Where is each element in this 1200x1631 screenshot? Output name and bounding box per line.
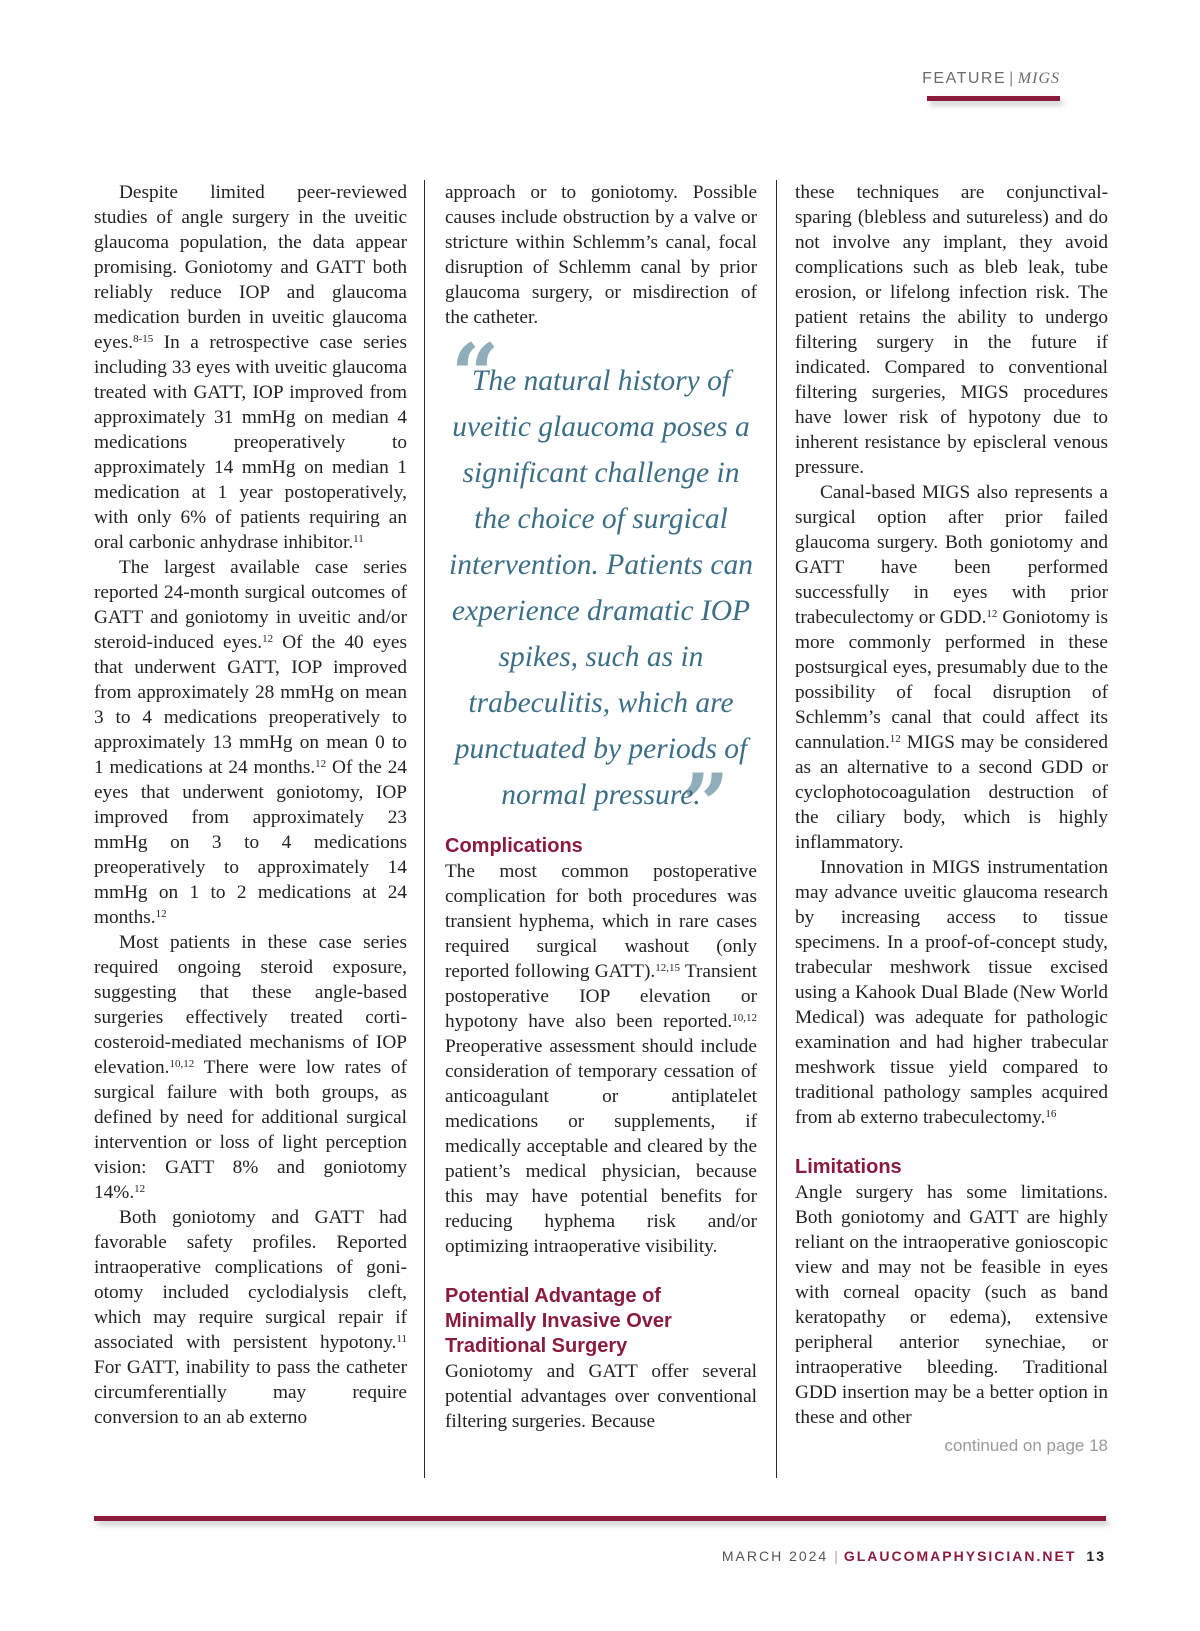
text-run: Preoperative assessment should include consideration of temporary cessation of anticoagulant or antiplatelet medications or supplements, if medically acceptable and cleared by the patient’s medical physician, because this may have potential benefits for reducing hyphema risk and/or optimizing intraoperative visibility. xyxy=(445,1036,757,1257)
citation: 10,12 xyxy=(732,1012,757,1024)
paragraph: Angle surgery has some limitations. Both goniotomy and GATT are highly reliant on the intraoperative gonioscopic view and may not be feasible in eyes with corneal opacity (such as band keratopathy or edema), extensive peripheral anterior synechiae, or intraoperative bleeding. Traditional GDD insertion may be a better option in these and other xyxy=(795,1182,1108,1428)
text-run: Of the 24 eyes that underwent goniotomy, IOP improved from approximately 23 mmHg on 3 to 4 medications preoperatively to approximately 14 mmHg on 1 to 2 medications at 24 months. xyxy=(94,757,407,928)
text-run: For GATT, inability to pass the catheter circumferentially may require conversion to an ab externo xyxy=(94,1357,407,1428)
citation: 12 xyxy=(262,633,274,645)
citation: 12 xyxy=(155,908,167,920)
paragraph xyxy=(445,859,757,1259)
text-run: Transient postoperative IOP elevation or hypotony have also been reported. xyxy=(445,961,757,1032)
text-run: Canal-based MIGS also represents a surgical option after prior failed glaucoma surgery. Both goniotomy and GATT have been performed successfully in eyes with prior trabeculectomy or GDD. xyxy=(795,482,1108,628)
text-run: MIGS may be considered as an alternative to a second GDD or cyclophotocoagulation destruction of the ciliary body, which is highly inflammatory. xyxy=(795,732,1108,853)
paragraph xyxy=(94,555,407,930)
spacer xyxy=(795,1130,1108,1155)
citation: 12 xyxy=(315,758,327,770)
footer-separator: | xyxy=(834,1548,838,1564)
limitations-heading: Limitations xyxy=(795,1156,902,1178)
text-run: The most common postoperative complication for both procedures was transient hyphema, which in rare cases required surgical washout (only reported following GATT). xyxy=(445,861,757,982)
section-tag xyxy=(922,70,1060,88)
text-run: There were low rates of surgical failure with both groups, as defined by need for additional surgical intervention or loss of light perception vision: GATT 8% and goniotomy 14%. xyxy=(94,1057,407,1203)
column-divider-1 xyxy=(424,180,425,1478)
citation: 12 xyxy=(986,608,998,620)
spacer xyxy=(445,1259,757,1284)
text-run: Despite limited peer-reviewed studies of angle surgery in the uveitic glaucoma population, the data appear promising. Goniotomy and GATT both reliably reduce IOP and glaucoma medication burden in uveitic glaucoma eyes. xyxy=(94,182,407,353)
citation: 12,15 xyxy=(655,962,680,974)
continued-link[interactable]: continued on page 18 xyxy=(944,1436,1108,1455)
column-1 xyxy=(94,180,407,1430)
text-run: Goniotomy is more commonly performed in these postsurgical eyes, presumably due to the possibility of focal disruption of Schlemm’s canal that could affect its cannulation. xyxy=(795,607,1109,753)
paragraph xyxy=(795,480,1108,855)
paragraph: approach or to goniotomy. Possible causes include obstruction by a valve or stricture within Schlemm’s canal, focal disruption of Schlemm canal by prior glaucoma surgery, or misdirection of the catheter. xyxy=(445,182,757,328)
citation: 11 xyxy=(353,533,364,545)
paragraph: Goniotomy and GATT offer several potential advantages over conventional filtering surgeries. Because xyxy=(445,1361,757,1432)
citation: 10,12 xyxy=(169,1058,195,1070)
paragraph xyxy=(94,1205,407,1430)
website-link[interactable]: GLAUCOMAPHYSICIAN.NET xyxy=(843,1548,1077,1564)
column-2 xyxy=(445,180,757,1434)
footer-accent-bar xyxy=(94,1516,1106,1521)
open-quote-icon: “ xyxy=(451,325,500,424)
page-number: 13 xyxy=(1086,1548,1106,1564)
citation: 12 xyxy=(134,1183,146,1195)
complications-heading: Complications xyxy=(445,835,583,857)
paragraph xyxy=(795,855,1108,1130)
advantage-heading: Potential Advantage of Minimally Invasive Over Traditional Surgery xyxy=(445,1285,672,1357)
paragraph: these techniques are conjunctival-sparing (blebless and sutureless) and do not involve any implant, they avoid complications such as bleb leak, tube erosion, or lifelong infection risk. The patient retains the ability to undergo filtering surgery in the future if indicated. Compared to conventional filtering surgeries, MIGS procedures have lower risk of hypotony due to inherent resistance by episcleral venous pressure. xyxy=(795,182,1108,478)
section-label: FEATURE xyxy=(922,70,1007,87)
citation: 8-15 xyxy=(133,333,154,345)
text-run: In a retrospective case series including 33 eyes with uveitic glaucoma treated with GATT, IOP improved from approximately 31 mmHg on median 4 medications preoperatively to approximately 14 mmHg on median 1 medication at 1 year postoperatively, with only 6% of patients requiring an oral carbonic anhydrase inhibitor. xyxy=(94,332,407,553)
issue-date: MARCH 2024 xyxy=(721,1548,829,1564)
pull-quote-text: The natural history of uveitic glaucoma poses a significant challenge in the choice of surgical intervention. Patients can experience dramatic IOP spikes, such as in trabeculitis, which are punctuated by periods of normal pressure. xyxy=(449,365,753,811)
citation: 11 xyxy=(396,1333,407,1345)
text-run: Both goniotomy and GATT had favorable safety profiles. Reported intraoperative complications of goniotomy included cyclodialysis cleft, which may require surgical repair if associated with persistent hypotony. xyxy=(94,1207,407,1353)
text-run: The largest available case series reported 24-month surgical outcomes of GATT and goniotomy in uveitic and/or steroid-induced eyes. xyxy=(94,557,407,653)
column-divider-2 xyxy=(776,180,777,1478)
text-run: Of the 40 eyes that underwent GATT, IOP improved from approximately 28 mmHg on mean 3 to 4 medications preoperatively to approximately 13 mmHg on mean 0 to 1 medications at 24 months. xyxy=(94,632,407,778)
close-quote-icon: ” xyxy=(681,755,730,854)
citation: 12 xyxy=(889,733,901,745)
column-3 xyxy=(795,180,1108,1458)
page-footer xyxy=(722,1548,1106,1564)
paragraph xyxy=(94,930,407,1205)
subsection-label: MIGS xyxy=(1017,70,1060,87)
paragraph xyxy=(94,180,407,555)
citation: 16 xyxy=(1045,1108,1057,1120)
text-run: Most patients in these case series required ongoing steroid exposure, suggesting that these angle-based surgeries effectively treated corticosteroid-mediated mechanisms of IOP elevation. xyxy=(94,932,407,1078)
text-run: Innovation in MIGS instrumentation may advance uveitic glaucoma research by increasing access to tissue specimens. In a proof-of-concept study, trabecular meshwork tissue excised using a Kahook Dual Blade (New World Medical) was adequate for pathologic examination and had higher trabecular meshwork tissue yield compared to traditional pathology samples acquired from ab externo trabeculectomy. xyxy=(795,857,1108,1128)
section-separator: | xyxy=(1009,70,1015,87)
header-accent-bar xyxy=(927,96,1060,101)
